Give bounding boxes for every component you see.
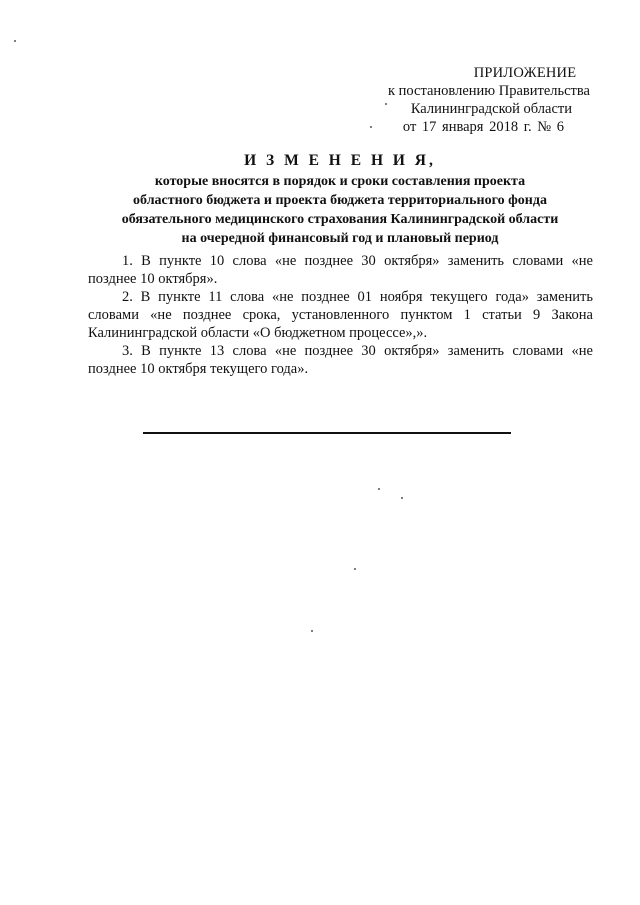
attachment-block bbox=[370, 64, 610, 136]
scan-speck bbox=[370, 126, 372, 128]
heading-subtitle-line-1: которые вносятся в порядок и сроки составления проекта bbox=[154, 174, 526, 189]
paragraph-item-3: 3. В пункте 13 слова «не позднее 30 октября» заменить словами «не позднее 10 октября текущего года». bbox=[88, 343, 593, 377]
scan-speck bbox=[401, 497, 403, 499]
scan-speck bbox=[14, 40, 16, 42]
scan-speck bbox=[378, 488, 380, 490]
attachment-region-line: Калининградской области bbox=[410, 101, 572, 117]
document-body bbox=[88, 252, 593, 378]
paragraph-item-2: 2. В пункте 11 слова «не позднее 01 ноября текущего года» заменить словами «не позднее срока, установленного пунктом 1 статьи 9 Закона Калининградской области «О бюджетном процессе»,». bbox=[88, 289, 593, 341]
attachment-resolution-line: к постановлению Правительства bbox=[388, 83, 590, 99]
paragraph-item-1: 1. В пункте 10 слова «не позднее 30 октября» заменить словами «не позднее 10 октября». bbox=[88, 253, 593, 287]
scan-speck bbox=[311, 630, 313, 632]
heading-subtitle-line-3: обязательного медицинского страхования Калининградской области bbox=[121, 212, 559, 227]
heading-title: И З М Е Н Е Н И Я, bbox=[244, 152, 436, 169]
attachment-title: ПРИЛОЖЕНИЕ bbox=[473, 65, 577, 81]
document-heading bbox=[40, 150, 640, 248]
heading-subtitle-line-2: областного бюджета и проекта бюджета территориального фонда bbox=[133, 193, 547, 208]
heading-subtitle-line-4: на очередной финансовый год и плановый период bbox=[181, 231, 499, 246]
scan-speck bbox=[354, 568, 356, 570]
attachment-date-line: от 17 января 2018 г. № 6 bbox=[402, 119, 564, 135]
closing-rule bbox=[143, 432, 511, 434]
scan-speck bbox=[385, 103, 387, 105]
